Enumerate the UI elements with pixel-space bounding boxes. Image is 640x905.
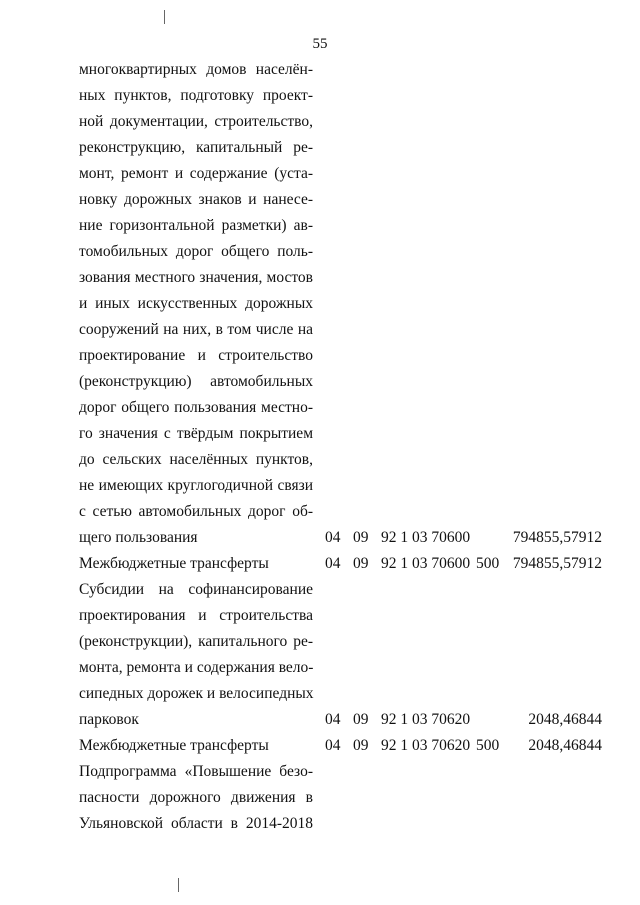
row-description-line: и иных искусственных дорожных: [79, 295, 313, 312]
row-description-line: пасности дорожного движения в: [79, 789, 313, 806]
row-description-line: дорог общего пользования местно-: [79, 399, 313, 416]
row-rz: 04: [325, 711, 341, 728]
row-csr: 92 1 03 70600: [381, 555, 471, 572]
row-description-line: реконструкцию, капитальный ре-: [79, 139, 313, 156]
row-description-line: монта, ремонта и содержания вело-: [79, 659, 314, 676]
row-description-line: ние горизонтальной разметки) ав-: [79, 217, 313, 234]
row-description-line: многоквартирных домов населён-: [79, 61, 313, 78]
bottom-scan-mark: [178, 878, 179, 892]
row-description-line: Ульяновской области в 2014-2018: [79, 815, 313, 832]
row-sum: 794855,57912: [512, 555, 602, 572]
row-sum: 2048,46844: [528, 737, 602, 754]
row-description-line: сипедных дорожек и велосипедных: [79, 685, 314, 702]
row-rz: 04: [325, 737, 341, 754]
row-rz: 04: [325, 529, 341, 546]
row-pr: 09: [353, 555, 369, 572]
row-description-line: ных пунктов, подготовку проект-: [79, 87, 313, 104]
row-vr: 500: [476, 555, 500, 572]
row-pr: 09: [353, 711, 369, 728]
row-sum: 2048,46844: [528, 711, 602, 728]
row-csr: 92 1 03 70620: [381, 711, 471, 728]
row-description-line: (реконструкцию) автомобильных: [79, 373, 313, 390]
row-description-line: проектирования и строительства: [79, 607, 313, 624]
row-description-line: не имеющих круглогодичной связи: [79, 477, 313, 494]
row-description-line: до сельских населённых пунктов,: [79, 451, 313, 468]
row-vr: 500: [476, 737, 500, 754]
page-number: 55: [312, 36, 328, 52]
row-csr: 92 1 03 70620: [381, 737, 471, 754]
row-sum: 794855,57912: [512, 529, 602, 546]
row-description-line: (реконструкции), капитального ре-: [79, 633, 313, 650]
row-description-line: Субсидии на софинансирование: [79, 581, 313, 598]
row-description-line: зования местного значения, мостов: [79, 269, 313, 286]
row-description-line: сооружений на них, в том числе на: [79, 321, 313, 338]
row-description-line: новку дорожных знаков и нанесе-: [79, 191, 313, 208]
row-csr: 92 1 03 70600: [381, 529, 471, 546]
row-description-line: щего пользования: [79, 529, 198, 546]
row-description-line: ной документации, строительство,: [79, 113, 313, 130]
row-description-line: проектирование и строительство: [79, 347, 313, 364]
row-rz: 04: [325, 555, 341, 572]
row-description-line: монт, ремонт и содержание (уста-: [79, 165, 313, 182]
row-description-line: томобильных дорог общего поль-: [79, 243, 313, 260]
row-description-line: го значения с твёрдым покрытием: [79, 425, 313, 442]
row-description-line: парковок: [79, 711, 139, 728]
row-pr: 09: [353, 737, 369, 754]
row-description-line: Подпрограмма «Повышение безо-: [79, 763, 313, 780]
row-description-line: Межбюджетные трансферты: [79, 737, 269, 754]
row-pr: 09: [353, 529, 369, 546]
row-description-line: с сетью автомобильных дорог об-: [79, 503, 313, 520]
row-description-line: Межбюджетные трансферты: [79, 555, 269, 572]
top-scan-mark: [164, 10, 165, 24]
